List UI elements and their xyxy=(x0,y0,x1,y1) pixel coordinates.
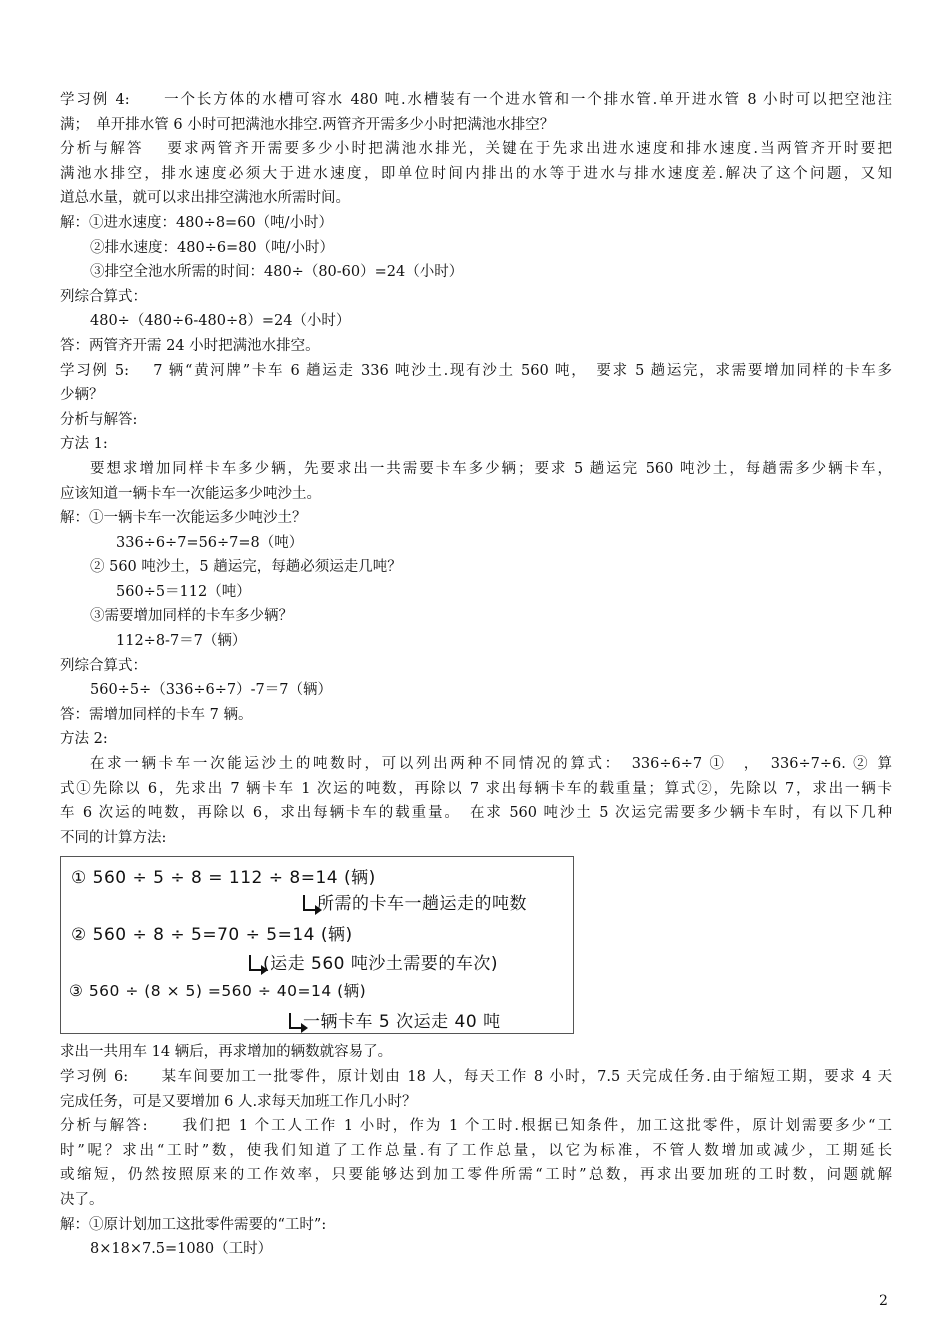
method-2-text: 不同的计算方法: xyxy=(60,829,167,846)
analysis-label: 分析与解答: xyxy=(60,411,138,428)
formula: 560÷5÷（336÷6÷7）-7＝7（辆） xyxy=(90,682,332,699)
formula-label: 列综合算式： xyxy=(60,657,147,674)
example-4-heading: 学习例 4: 一个长方体的水槽可容水 480 吨.水槽装有一个进水管和一个排水管.单开进水管 8 小时可以把空池注 xyxy=(60,92,892,108)
arrow-icon xyxy=(289,1013,301,1029)
analysis-line: 或缩短，仍然按照原来的工作效率，只要能够达到加工零件所需“工时”总数，再求出要加班的工时数，问题就解 xyxy=(60,1167,892,1184)
solution-step: ② 560 吨沙土，5 趟运完，每趟必须运走几吨？ xyxy=(90,559,402,576)
answer: 答：两管齐开需 24 小时把满池水排空。 xyxy=(60,337,320,354)
solution-step: 解：①一辆卡车一次能运多少吨沙土？ xyxy=(60,510,307,527)
method-2-text: 式①先除以 6，先求出 7 辆卡车 1 次运的吨数，再除以 7 求出每辆卡车的载重量；算式②，先除以 7，求出一辆卡 xyxy=(60,780,892,797)
figure-equation-3: ③ 560 ÷ (8 × 5) =560 ÷ 40=14 (辆) xyxy=(69,982,367,1001)
figure-equation-2: ② 560 ÷ 8 ÷ 5=70 ÷ 5=14 (辆) xyxy=(71,925,353,946)
method-1-label: 方法 1: xyxy=(60,436,108,453)
arrow-icon xyxy=(249,955,261,971)
conclusion-line: 求出一共用车 14 辆后，再求增加的辆数就容易了。 xyxy=(60,1044,393,1061)
method-2-label: 方法 2: xyxy=(60,731,108,748)
solution-step: ②排水速度：480÷6=80（吨/小时） xyxy=(90,239,335,256)
calculation: 112÷8-7＝7（辆） xyxy=(116,633,247,650)
figure-note-1: 所需的卡车一趟运走的吨数 xyxy=(303,889,527,914)
page-number: 2 xyxy=(879,1293,888,1309)
method-1-text: 要想求增加同样卡车多少辆，先要求出一共需要卡车多少辆；要求 5 趟运完 560 吨沙土，每趟需多少辆卡车， xyxy=(90,460,892,477)
document-page xyxy=(60,88,892,1262)
analysis-line: 时”呢？求出“工时”数，使我们知道了工作总量.有了工作总量，以它为标准，不管人数增加或减少，工期延长 xyxy=(60,1142,892,1159)
example-4-question: 满； 单开排水管 6 小时可把满池水排空.两管齐开需多少小时把满池水排空？ xyxy=(60,116,555,133)
arrow-icon xyxy=(303,895,315,911)
analysis-line: 分析与解答 要求两管齐开需要多少小时把满池水排光，关键在于先求出进水速度和排水速度.当两管齐开时要把 xyxy=(60,141,892,158)
calculation: 8×18×7.5=1080（工时） xyxy=(90,1241,273,1258)
calculation: 560÷5＝112（吨） xyxy=(116,583,251,600)
figure-note-2: (运走 560 吨沙土需要的车次) xyxy=(249,949,498,974)
answer: 答：需增加同样的卡车 7 辆。 xyxy=(60,706,253,723)
example-6-heading: 学习例 6: 某车间要加工一批零件，原计划由 18 人，每天工作 8 小时，7.5 天完成任务.由于缩短工期，要求 4 天 xyxy=(60,1069,892,1085)
solution-step: 解：①原计划加工这批零件需要的“工时”: xyxy=(60,1216,327,1233)
analysis-line: 分析与解答: 我们把 1 个工人工作 1 小时，作为 1 个工时.根据已知条件，加工这批零件，原计划需要多少“工 xyxy=(60,1118,892,1135)
analysis-line: 满池水排空，排水速度必须大于进水速度，即单位时间内排出的水等于进水与排水速度差.解决了这个问题，又知 xyxy=(60,165,892,182)
example-5-question: 少辆？ xyxy=(60,387,104,404)
solution-step: 解：①进水速度：480÷8=60（吨/小时） xyxy=(60,214,334,231)
solution-step: ③需要增加同样的卡车多少辆？ xyxy=(90,608,293,625)
example-6-question: 完成任务，可是又要增加 6 人.求每天加班工作几小时？ xyxy=(60,1093,417,1110)
calculation: 336÷6÷7=56÷7=8（吨） xyxy=(116,534,304,551)
figure-note-3: 一辆卡车 5 次运走 40 吨 xyxy=(289,1007,501,1032)
method-2-text: 在求一辆卡车一次能运沙土的吨数时，可以列出两种不同情况的算式： 336÷6÷7 ① ， 336÷7÷6. ② 算 xyxy=(90,756,892,773)
analysis-line: 道总水量，就可以求出排空满池水所需时间。 xyxy=(60,190,350,207)
solution-step: ③排空全池水所需的时间：480÷（80-60）=24（小时） xyxy=(90,264,464,281)
formula: 480÷（480÷6-480÷8）=24（小时） xyxy=(90,313,351,330)
formula-label: 列综合算式： xyxy=(60,288,147,305)
figure-equation-1: ① 560 ÷ 5 ÷ 8 = 112 ÷ 8=14 (辆) xyxy=(71,868,376,889)
example-5-heading: 学习例 5: 7 辆“黄河牌”卡车 6 趟运走 336 吨沙土.现有沙土 560 吨， 要求 5 趟运完，求需要增加同样的卡车多 xyxy=(60,362,892,379)
method-1-text: 应该知道一辆卡车一次能运多少吨沙土。 xyxy=(60,485,321,502)
analysis-line: 决了。 xyxy=(60,1191,104,1208)
calculation-methods-figure xyxy=(60,856,574,1034)
method-2-text: 车 6 次运的吨数，再除以 6，求出每辆卡车的载重量。 在求 560 吨沙土 5 次运完需要多少辆卡车时，有以下几种 xyxy=(60,805,892,822)
